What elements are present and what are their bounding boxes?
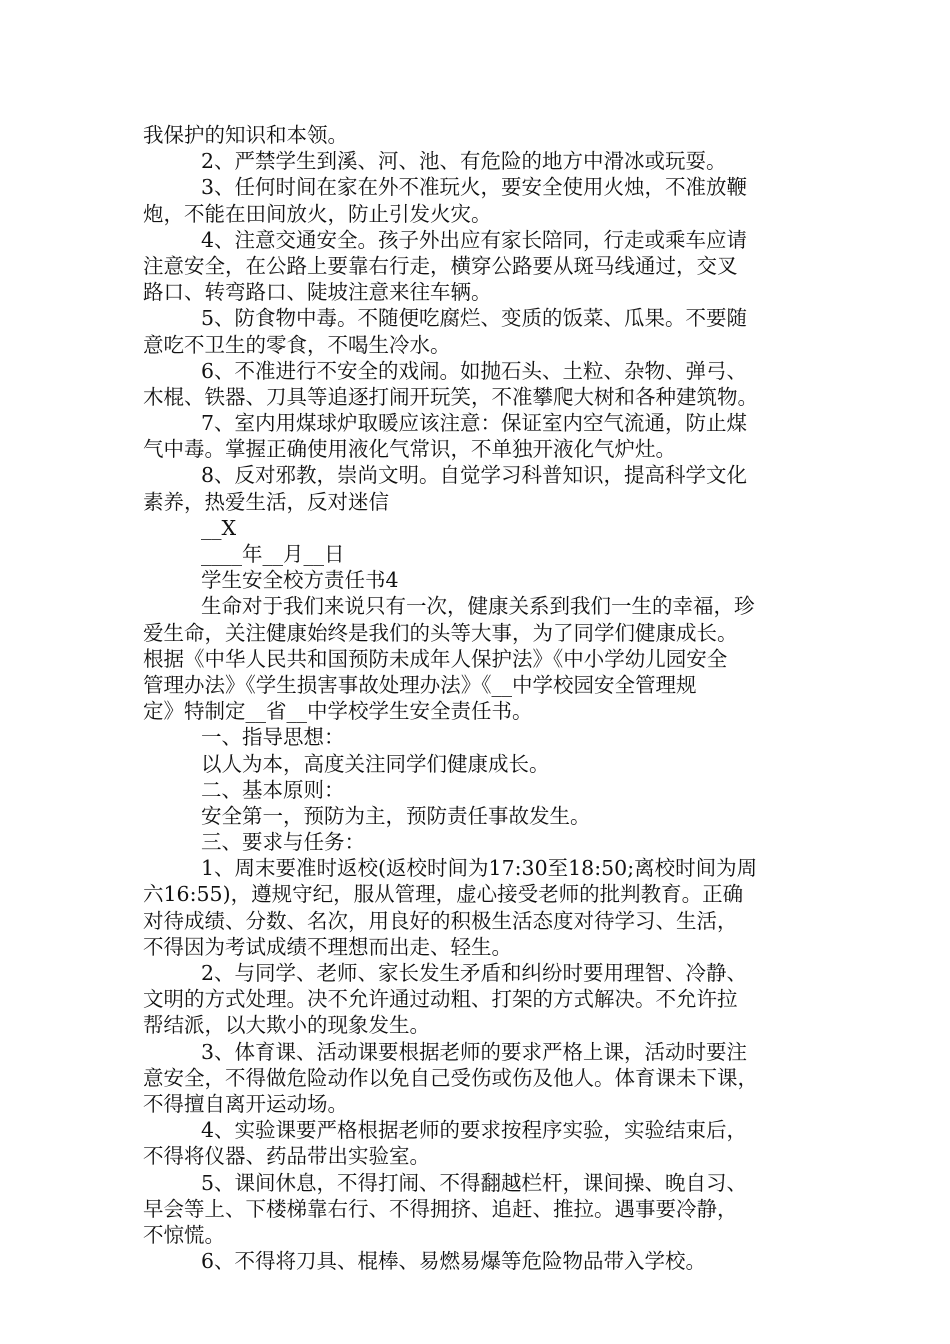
text-line: 5、防食物中毒。不随便吃腐烂、变质的饭菜、瓜果。不要随: [201, 306, 748, 331]
text-line: 不得将仪器、药品带出实验室。: [143, 1144, 430, 1169]
text-line: 8、反对邪教，崇尚文明。自觉学习科普知识，提高科学文化: [201, 463, 748, 488]
text-line: 2、与同学、老师、家长发生矛盾和纠纷时要用理智、冷静、: [201, 961, 748, 985]
text-line: 6、不得将刀具、棍棒、易燃易爆等危险物品带入学校。: [201, 1249, 707, 1274]
signature-placeholder: __X: [201, 515, 237, 540]
text-line: 木棍、铁器、刀具等追逐打闹开玩笑，不准攀爬大树和各种建筑物。: [143, 384, 758, 409]
text-line: 炮，不能在田间放火，防止引发火灾。: [143, 201, 492, 226]
text-line: 1、周末要准时返校(返校时间为17:30至18:50;离校时间为周: [201, 856, 758, 881]
text-line: 根据《中华人民共和国预防未成年人保护法》《中小学幼儿园安全: [143, 646, 728, 671]
text-line: 注意安全，在公路上要靠右行走，横穿公路要从斑马线通过，交叉: [143, 253, 738, 278]
text-line: 生命对于我们来说只有一次，健康关系到我们一生的幸福，珍: [201, 594, 755, 619]
text-line: 意吃不卫生的零食，不喝生冷水。: [143, 332, 451, 357]
text-line: 7、室内用煤球炉取暖应该注意：保证室内空气流通，防止煤: [201, 411, 748, 436]
text-line: 5、课间休息，不得打闹、不得翻越栏杆，课间操、晚自习、: [201, 1170, 748, 1195]
text-line: 文明的方式处理。决不允许通过动粗、打架的方式解决。不允许拉: [143, 987, 738, 1012]
text-line: 3、体育课、活动课要根据老师的要求严格上课，活动时要注: [201, 1039, 748, 1064]
text-line: 不得因为考试成绩不理想而出走、轻生。: [143, 934, 512, 959]
heading-requirements: 三、要求与任务：: [201, 830, 365, 855]
text-line: 对待成绩、分数、名次，用良好的积极生活态度对待学习、生活，: [143, 908, 738, 933]
text-line: 六16:55)，遵规守纪，服从管理，虚心接受老师的批判教育。正确: [143, 882, 744, 907]
text-line: 不得擅自离开运动场。: [143, 1091, 348, 1116]
text-line: 早会等上、下楼梯靠右行、不得拥挤、追赶、推拉。遇事要冷静，: [143, 1196, 738, 1221]
section-title: 学生安全校方责任书4: [201, 568, 399, 593]
text-line: 我保护的知识和本领。: [143, 123, 348, 147]
text-line: 爱生命，关注健康始终是我们的头等大事，为了同学们健康成长。: [143, 620, 738, 645]
text-line: 3、任何时间在家在外不准玩火，要安全使用火烛，不准放鞭: [201, 175, 748, 200]
text-line: 4、实验课要严格根据老师的要求按程序实验，实验结束后，: [201, 1118, 748, 1143]
document-body: [143, 122, 813, 1274]
text-line: 管理办法》《学生损害事故处理办法》《__中学校园安全管理规: [143, 672, 697, 697]
text-line: 帮结派，以大欺小的现象发生。: [143, 1013, 430, 1038]
text-line: 2、严禁学生到溪、河、池、有危险的地方中滑冰或玩耍。: [201, 149, 727, 174]
text-line: 安全第一，预防为主，预防责任事故发生。: [201, 803, 591, 828]
text-line: 素养，热爱生活，反对迷信: [143, 489, 389, 514]
date-placeholder: ____年__月__日: [201, 542, 345, 566]
text-line: 6、不准进行不安全的戏闹。如抛石头、土粒、杂物、弹弓、: [201, 358, 748, 383]
heading-guiding-thought: 一、指导思想：: [201, 725, 345, 750]
text-line: 以人为本，高度关注同学们健康成长。: [201, 751, 550, 776]
text-line: 路口、转弯路口、陡坡注意来往车辆。: [143, 280, 492, 305]
text-line: 意安全，不得做危险动作以免自己受伤或伤及他人。体育课未下课，: [143, 1065, 758, 1090]
text-line: 4、注意交通安全。孩子外出应有家长陪同，行走或乘车应请: [201, 227, 748, 252]
text-line: 气中毒。掌握正确使用液化气常识，不单独开液化气炉灶。: [143, 437, 676, 462]
text-line: 定》特制定__省__中学校学生安全责任书。: [143, 699, 533, 724]
heading-basic-principle: 二、基本原则：: [201, 777, 345, 802]
text-line: 不惊慌。: [143, 1222, 225, 1247]
